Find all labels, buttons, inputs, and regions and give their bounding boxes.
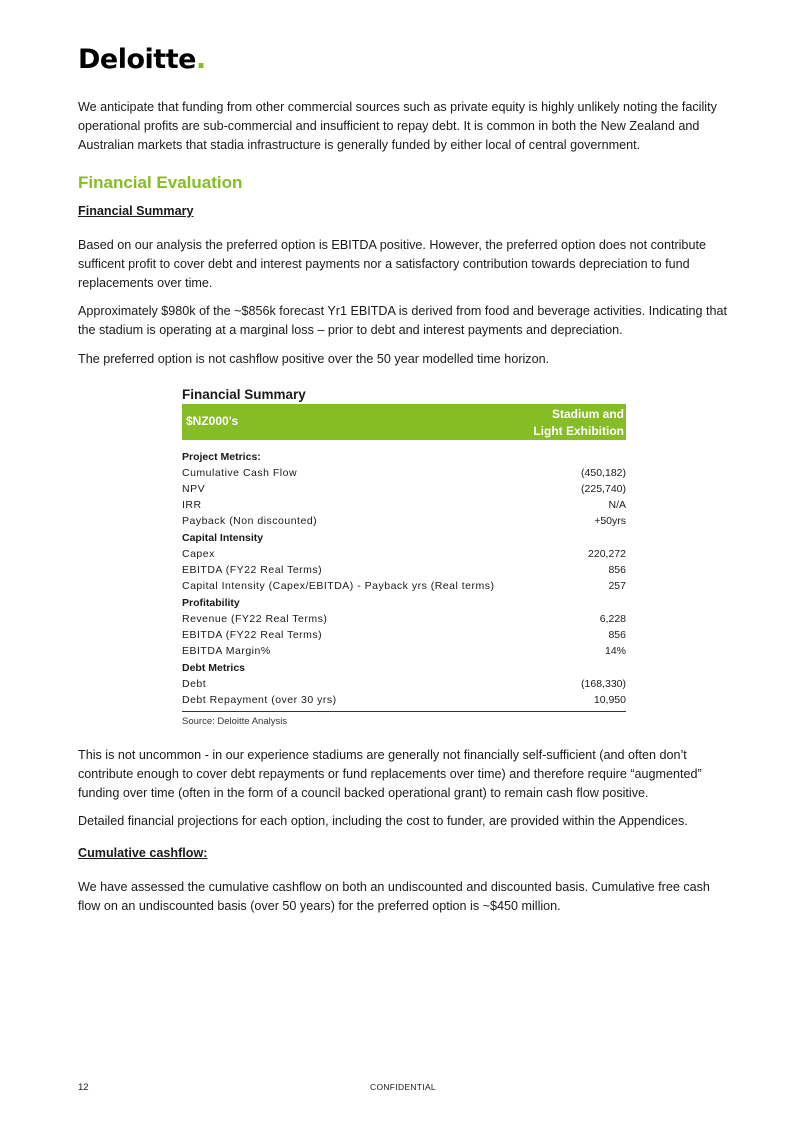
table-title: Financial Summary xyxy=(182,387,306,402)
table-header xyxy=(182,404,626,440)
table-row xyxy=(182,562,626,578)
table-row xyxy=(182,676,626,692)
financial-summary-heading: Financial Summary xyxy=(78,204,194,218)
row-value: (225,740) xyxy=(581,483,626,495)
row-label: EBITDA (FY22 Real Terms) xyxy=(182,564,323,576)
summary-paragraph-3: The preferred option is not cashflow positive over the 50 year modelled time horizon. xyxy=(78,352,550,366)
row-label: Payback (Non discounted) xyxy=(182,515,318,527)
after-table-paragraph-2: Detailed financial projections for each option, including the cost to funder, are provided within the Appendices. xyxy=(78,814,688,828)
row-label: IRR xyxy=(182,499,202,511)
table-row xyxy=(182,627,626,643)
table-row xyxy=(182,692,626,708)
row-value: 220,272 xyxy=(588,548,626,560)
table-row xyxy=(182,546,626,562)
intro-paragraph: We anticipate that funding from other commercial sources such as private equity is highly unlikely noting the facility operational profits are sub-commercial and insufficient to repay debt. It is common in both the New Zealand and Australian markets that stadia infrastructure is generally funded by either local of central government. xyxy=(78,100,717,152)
row-value: 14% xyxy=(604,645,626,657)
table-header-option-line2: Light Exhibition xyxy=(533,424,624,438)
section-title: Financial Evaluation xyxy=(78,173,243,192)
table-section-title: Debt Metrics xyxy=(182,662,246,674)
after-table-paragraph-1: This is not uncommon - in our experience stadiums are generally not financially self-sufficient (and often don’t contribute enough to cover debt repayments or fund replacements over time) and therefore require “augmented” funding over time (often in the form of a council backed operational grant) to remain cash flow positive. xyxy=(78,748,702,800)
row-label: EBITDA Margin% xyxy=(182,645,271,657)
row-value: 856 xyxy=(608,629,626,641)
table-section-title: Project Metrics: xyxy=(182,451,261,463)
table-row xyxy=(182,481,626,497)
table-row xyxy=(182,465,626,481)
logo-text: Deloitte xyxy=(78,44,196,75)
summary-paragraph-1: Based on our analysis the preferred option is EBITDA positive. However, the preferred option does not contribute sufficent profit to cover debt and interest payments nor a satisfactory contribution towards depreciation to fund replacements over time. xyxy=(78,238,706,290)
row-label: Debt xyxy=(182,678,207,690)
financial-summary-table xyxy=(182,386,626,727)
table-row xyxy=(182,611,626,627)
row-value: 6,228 xyxy=(599,613,626,625)
row-label: Revenue (FY22 Real Terms) xyxy=(182,613,328,625)
table-row xyxy=(182,497,626,513)
row-label: NPV xyxy=(182,483,206,495)
row-value: +50yrs xyxy=(594,515,626,527)
row-label: Capex xyxy=(182,548,215,560)
summary-paragraph-2: Approximately $980k of the ~$856k forecast Yr1 EBITDA is derived from food and beverage activities. Indicating that the stadium is operating at a marginal loss – prior to debt and interest payments and depreciation. xyxy=(78,304,728,337)
row-value: 10,950 xyxy=(593,694,626,706)
deloitte-logo xyxy=(78,44,206,75)
cumulative-cashflow-heading: Cumulative cashflow: xyxy=(78,846,208,860)
row-value: (450,182) xyxy=(581,467,626,479)
row-label: Debt Repayment (over 30 yrs) xyxy=(182,694,337,706)
row-value: 856 xyxy=(608,564,626,576)
row-label: Cumulative Cash Flow xyxy=(182,467,298,479)
row-value: (168,330) xyxy=(581,678,626,690)
row-value: 257 xyxy=(608,580,626,592)
table-header-option-line1: Stadium and xyxy=(551,407,624,421)
table-body xyxy=(182,440,626,712)
confidential-label: CONFIDENTIAL xyxy=(370,1082,436,1092)
page-number: 12 xyxy=(78,1082,89,1093)
table-source: Source: Deloitte Analysis xyxy=(182,716,288,727)
table-row xyxy=(182,578,626,594)
table-section-title: Capital Intensity xyxy=(182,532,264,544)
table-row xyxy=(182,643,626,659)
table-row xyxy=(182,513,626,529)
logo-dot: . xyxy=(195,44,206,75)
cumulative-cashflow-paragraph: We have assessed the cumulative cashflow on both an undiscounted and discounted basis. Cumulative free cash flow on an undiscounted basis (over 50 years) for the preferred option is ~$450 million. xyxy=(78,880,710,913)
row-value: N/A xyxy=(608,499,626,511)
table-section-title: Profitability xyxy=(182,597,240,609)
row-label: EBITDA (FY22 Real Terms) xyxy=(182,629,323,641)
table-header-currency: $NZ000's xyxy=(186,414,239,428)
row-label: Capital Intensity (Capex/EBITDA) - Payback yrs (Real terms) xyxy=(182,580,495,592)
table-header-option xyxy=(533,406,624,440)
